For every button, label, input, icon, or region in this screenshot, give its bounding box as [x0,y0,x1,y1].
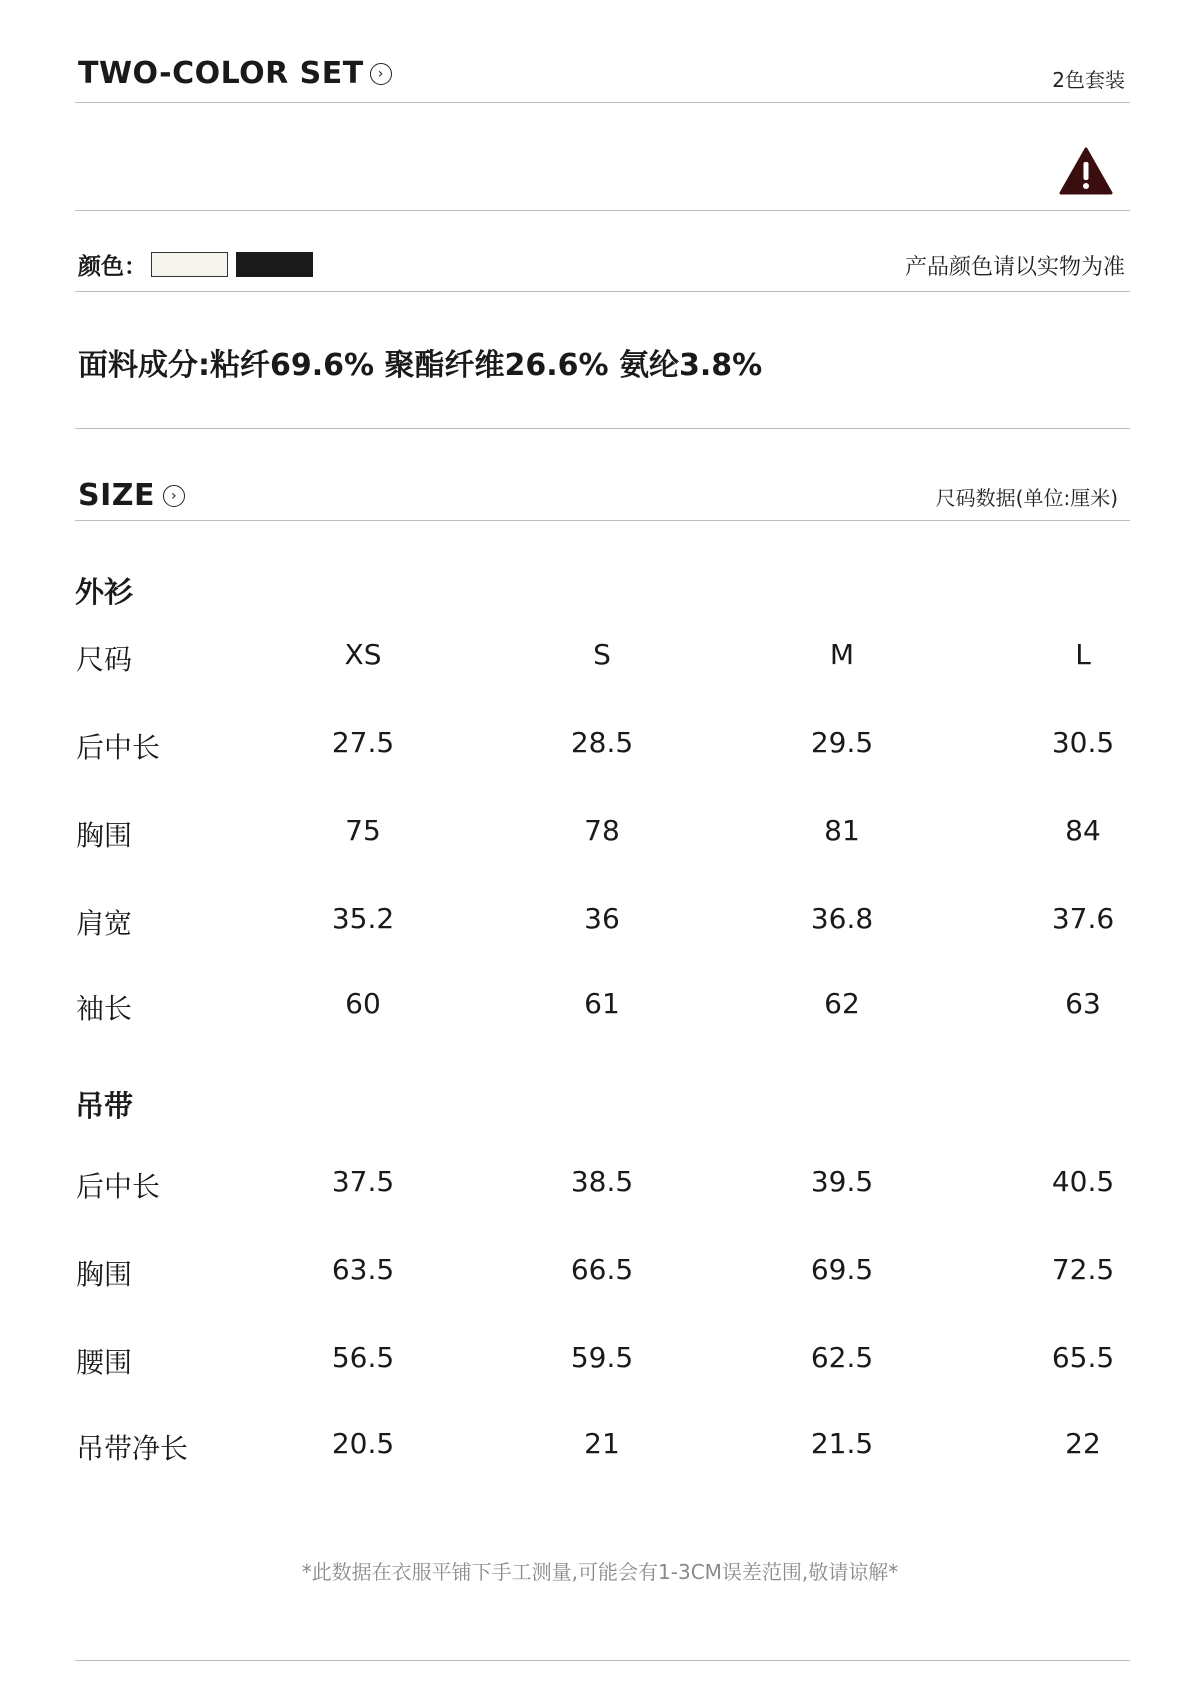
table-cell: 84 [1065,814,1101,847]
color-swatch-black[interactable] [236,252,313,277]
size-header-row [0,638,1200,678]
table-row [0,987,1200,1027]
two-color-subtitle: 2色套装 [1052,68,1125,92]
table-cell: 29.5 [810,726,874,759]
divider [75,428,1130,429]
row-label: 肩宽 [76,907,133,940]
table-cell: 36.8 [810,902,874,935]
size-title: SIZE [78,478,156,513]
group-title-top: 外衫 [75,575,134,609]
warning-triangle-icon [1058,146,1114,196]
table-row [0,726,1200,766]
divider [75,520,1130,521]
size-header-cell: L [1075,638,1091,671]
size-header-label: 尺码 [76,643,133,676]
row-label: 腰围 [76,1346,133,1379]
fabric-composition: 面料成分:粘纤69.6% 聚酯纤维26.6% 氨纶3.8% [78,348,763,383]
table-cell: 63.5 [331,1253,395,1286]
two-color-set-title: TWO-COLOR SET [78,56,364,91]
chevron-right-circle-icon: › [163,485,185,507]
color-disclaimer: 产品颜色请以实物为准 [904,255,1125,280]
table-row [0,902,1200,942]
table-cell: 61 [584,987,620,1020]
table-cell: 66.5 [570,1253,634,1286]
divider [75,210,1130,211]
table-row [0,1341,1200,1381]
table-row [0,1427,1200,1467]
row-label: 吊带净长 [76,1432,189,1465]
table-cell: 37.5 [331,1165,395,1198]
table-cell: 30.5 [1051,726,1115,759]
table-row [0,1253,1200,1293]
table-cell: 22 [1065,1427,1101,1460]
table-cell: 62 [824,987,860,1020]
row-label: 后中长 [76,1170,161,1203]
table-cell: 72.5 [1051,1253,1115,1286]
row-label: 袖长 [76,992,133,1025]
table-cell: 75 [345,814,381,847]
table-cell: 65.5 [1051,1341,1115,1374]
table-cell: 60 [345,987,381,1020]
group-title-camisole: 吊带 [75,1089,134,1123]
row-label: 胸围 [76,1258,133,1291]
divider [75,1660,1130,1661]
table-cell: 20.5 [331,1427,395,1460]
table-cell: 36 [584,902,620,935]
table-cell: 37.6 [1051,902,1115,935]
divider [75,291,1130,292]
divider [75,102,1130,103]
table-row [0,1165,1200,1205]
measurement-footnote: *此数据在衣服平铺下手工测量,可能会有1-3CM误差范围,敬请谅解* [301,1560,899,1584]
table-cell: 35.2 [331,902,395,935]
row-label: 后中长 [76,731,161,764]
table-cell: 78 [584,814,620,847]
section-title-size [78,478,185,513]
row-label: 胸围 [76,819,133,852]
color-swatch-white[interactable] [151,252,228,277]
size-header-cell: S [593,638,611,671]
table-cell: 38.5 [570,1165,634,1198]
section-title-two-color-set [78,56,392,91]
table-cell: 39.5 [810,1165,874,1198]
table-cell: 27.5 [331,726,395,759]
table-row [0,814,1200,854]
chevron-right-circle-icon: › [370,63,392,85]
table-cell: 28.5 [570,726,634,759]
table-cell: 81 [824,814,860,847]
table-cell: 56.5 [331,1341,395,1374]
color-label: 颜色： [78,254,147,280]
table-cell: 21 [584,1427,620,1460]
table-cell: 62.5 [810,1341,874,1374]
table-cell: 21.5 [810,1427,874,1460]
size-header-cell: XS [344,638,382,671]
size-header-cell: M [829,638,855,671]
table-cell: 59.5 [570,1341,634,1374]
table-cell: 69.5 [810,1253,874,1286]
table-cell: 40.5 [1051,1165,1115,1198]
size-unit-note: 尺码数据(单位:厘米) [935,486,1118,510]
table-cell: 63 [1065,987,1101,1020]
